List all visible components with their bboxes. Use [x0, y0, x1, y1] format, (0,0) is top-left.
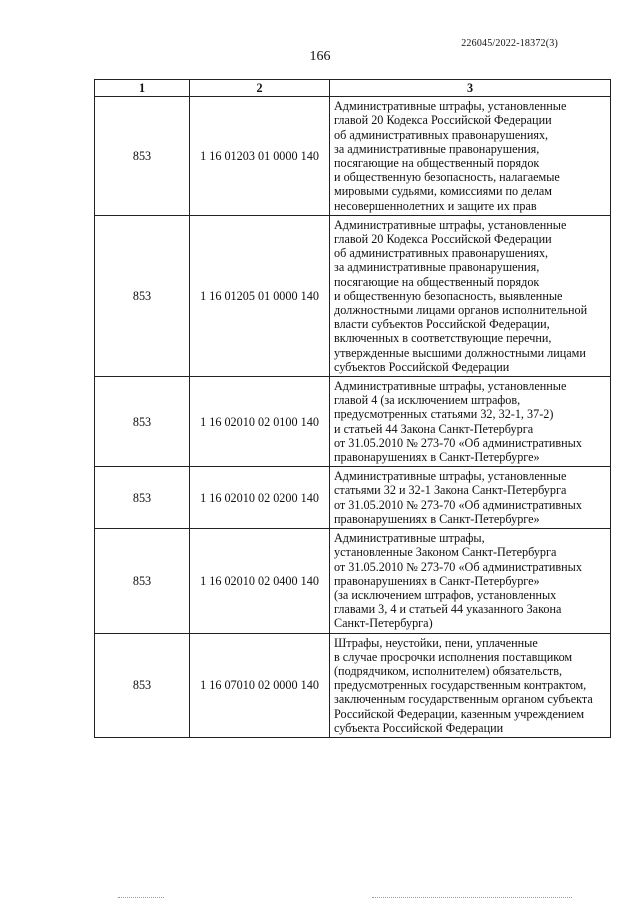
- budget-codes-table: [94, 79, 611, 738]
- page-number: 166: [309, 49, 331, 64]
- admin-code-cell: 853: [95, 467, 190, 529]
- admin-code-cell: 853: [95, 215, 190, 376]
- kbk-code-cell: 1 16 02010 02 0200 140: [190, 467, 330, 529]
- column-header-1: 1: [95, 80, 190, 97]
- admin-code-cell: 853: [95, 97, 190, 216]
- description-cell: Административные штрафы, установленные статьями 32 и 32-1 Закона Санкт-Петербурга от 31.05.2010 № 273-70 «Об административных правонарушениях в Санкт-Петербурге»: [330, 467, 611, 529]
- kbk-code-cell: 1 16 01203 01 0000 140: [190, 97, 330, 216]
- description-cell: Штрафы, неустойки, пени, уплаченные в случае просрочки исполнения поставщиком (подрядчиком, исполнителем) обязательств, предусмотренных государственным контрактом, заключенным государственным органом субъекта Российской Федерации, казенным учреждением субъекта Российской Федерации: [330, 633, 611, 737]
- description-cell: Административные штрафы, установленные Законом Санкт-Петербурга от 31.05.2010 № 273-70 «Об административных правонарушениях в Санкт-Петербурге» (за исключением штрафов, установленных главами 3, 4 и статьей 44 указанного Закона Санкт-Петербурга): [330, 529, 611, 633]
- table-row: [95, 215, 611, 376]
- table-row: [95, 377, 611, 467]
- table-row: [95, 529, 611, 633]
- table-row: [95, 633, 611, 737]
- description-cell: Административные штрафы, установленные главой 20 Кодекса Российской Федерации об административных правонарушениях, за административные правонарушения, посягающие на общественный порядок и общественную безопасность, налагаемые мировыми судьями, комиссиями по делам несовершеннолетних и защите их прав: [330, 97, 611, 216]
- description-cell: Административные штрафы, установленные главой 4 (за исключением штрафов, предусмотренных статьями 32, 32-1, 37-2) и статьей 44 Закона Санкт-Петербурга от 31.05.2010 № 273-70 «Об административных правонарушениях в Санкт-Петербурге»: [330, 377, 611, 467]
- kbk-code-cell: 1 16 02010 02 0400 140: [190, 529, 330, 633]
- scan-artifact-right: [372, 897, 572, 899]
- admin-code-cell: 853: [95, 377, 190, 467]
- kbk-code-cell: 1 16 02010 02 0100 140: [190, 377, 330, 467]
- table-header-row: [95, 80, 611, 97]
- admin-code-cell: 853: [95, 529, 190, 633]
- kbk-code-cell: 1 16 07010 02 0000 140: [190, 633, 330, 737]
- table-row: [95, 467, 611, 529]
- description-cell: Административные штрафы, установленные главой 20 Кодекса Российской Федерации об административных правонарушениях, за административные правонарушения, посягающие на общественный порядок и общественную безопасность, выявленные должностными лицами органов исполнительной власти субъектов Российской Федерации, включенных в соответствующие перечни, утвержденные высшими должностными лицами субъектов Российской Федерации: [330, 215, 611, 376]
- column-header-2: 2: [190, 80, 330, 97]
- table-row: [95, 97, 611, 216]
- admin-code-cell: 853: [95, 633, 190, 737]
- document-number: 226045/2022-18372(3): [461, 38, 558, 49]
- kbk-code-cell: 1 16 01205 01 0000 140: [190, 215, 330, 376]
- column-header-3: 3: [330, 80, 611, 97]
- scan-artifact-left: [118, 897, 164, 899]
